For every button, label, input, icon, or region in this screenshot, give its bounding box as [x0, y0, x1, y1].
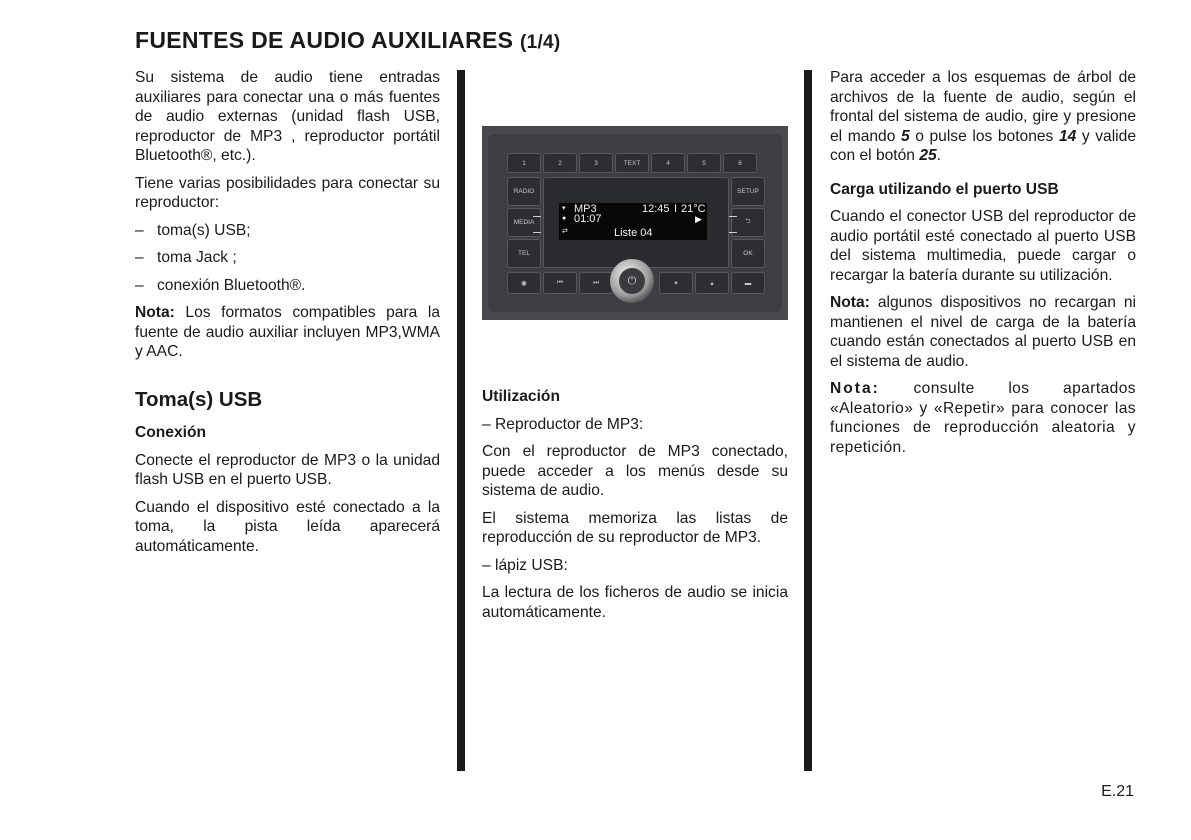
usb-port: ▬	[731, 272, 765, 294]
subheading-carga-usb: Carga utilizando el puerto USB	[830, 180, 1059, 198]
column-3	[830, 68, 1136, 465]
preset-button-1: 1	[507, 153, 541, 173]
text-button: TEXT	[615, 153, 649, 173]
format-note: Nota: Los formatos compatibles para la fuente de audio auxiliar incluyen MP3,WMA y AAC.	[135, 304, 440, 360]
screen-tick	[533, 232, 541, 233]
play-icon: ▶	[695, 214, 702, 224]
info-icon: ●	[562, 215, 567, 222]
source-label: MP3	[574, 203, 597, 215]
repeat-icon: ⇄	[562, 228, 568, 235]
auto-play-paragraph: Cuando el dispositivo esté conectado a la toma, la pista leída aparecerá automáticamente.	[135, 498, 440, 555]
down-button: ▾	[659, 272, 693, 294]
column-divider-right	[804, 70, 812, 771]
usb-icon: ▾	[562, 205, 566, 212]
source-icon-button: ◉	[507, 272, 541, 294]
subheading-utilizacion: Utilización	[482, 388, 560, 405]
charge-note: Nota: algunos dispositivos no recargan ni mantienen el nivel de carga de la batería cuando están conectados al puerto USB en el sistema de audio.	[830, 294, 1136, 370]
preset-button-4: 4	[651, 153, 685, 173]
page-title: FUENTES DE AUDIO AUXILIARES (1/4)	[135, 27, 561, 53]
list-item: – toma Jack ;	[135, 249, 237, 266]
preset-button-6: 6	[723, 153, 757, 173]
temperature-label: 21°C	[681, 203, 706, 215]
page-number: E.21	[1101, 783, 1134, 800]
clock-label: 12:45	[642, 203, 670, 215]
options-paragraph: Tiene varias posibilidades para conectar su reproductor:	[135, 174, 440, 211]
screen-tick	[729, 232, 737, 233]
previous-track-button: ⏮	[543, 272, 577, 294]
mp3-label: – Reproductor de MP3:	[482, 415, 644, 433]
media-button: MEDIA	[507, 208, 541, 237]
audio-system-illustration	[482, 126, 788, 320]
column-2	[482, 381, 788, 630]
preset-button-5: 5	[687, 153, 721, 173]
preset-button-2: 2	[543, 153, 577, 173]
playlist-label: Liste 04	[614, 227, 653, 239]
ok-button: OK	[731, 239, 765, 268]
page-title-part: (1/4)	[519, 32, 561, 53]
clock-separator: I	[674, 203, 678, 215]
column-divider-left	[457, 70, 465, 771]
intro-paragraph: Su sistema de audio tiene entradas auxiliares para conectar una o más fuentes de audio externas (unidad flash USB, reproductor de MP3 , reproductor portátil Bluetooth®, etc.).	[135, 69, 440, 164]
next-track-button: ⏭	[579, 272, 613, 294]
track-time: 01:07	[574, 213, 602, 225]
section-heading-usb: Toma(s) USB	[135, 387, 263, 411]
usb-stick-paragraph: La lectura de los ficheros de audio se inicia automáticamente.	[482, 584, 788, 621]
back-button: ⮌	[731, 208, 765, 237]
radio-button: RADIO	[507, 177, 541, 206]
setup-button: SETUP	[731, 177, 765, 206]
list-item: – conexión Bluetooth®.	[135, 276, 306, 294]
random-repeat-note: Nota: consulte los apartados «Aleatorio» y «Repetir» para conocer las funciones de reproducción aleatoria y repetición.	[830, 380, 1136, 456]
subheading-conexion: Conexión	[135, 424, 207, 441]
column-1	[135, 68, 440, 564]
charge-paragraph: Cuando el conector USB del reproductor de audio portátil esté conectado al puerto USB del sistema multimedia, puede cargar o recargar la batería durante su utilización.	[830, 208, 1136, 284]
preset-button-3: 3	[579, 153, 613, 173]
list-item: – toma(s) USB;	[135, 221, 251, 239]
screen-tick	[729, 216, 737, 217]
screen-tick	[533, 216, 541, 217]
playlist-paragraph: El sistema memoriza las listas de reproducción de su reproductor de MP3.	[482, 509, 788, 546]
usb-stick-label: – lápiz USB:	[482, 556, 568, 574]
tree-paragraph: Para acceder a los esquemas de árbol de archivos de la fuente de audio, según el frontal del sistema de audio, gire y presione el mando 5 o pulse los botones 14 y valide con el botón 25.	[830, 69, 1136, 164]
control-knob	[610, 259, 654, 303]
tel-button: TEL	[507, 239, 541, 268]
up-button: ▴	[695, 272, 729, 294]
connect-paragraph: Conecte el reproductor de MP3 o la unidad flash USB en el puerto USB.	[135, 451, 440, 488]
mp3-paragraph: Con el reproductor de MP3 conectado, puede acceder a los menús desde su sistema de audio.	[482, 443, 788, 499]
power-icon: ⏻	[619, 268, 645, 294]
radio-display	[559, 203, 707, 240]
